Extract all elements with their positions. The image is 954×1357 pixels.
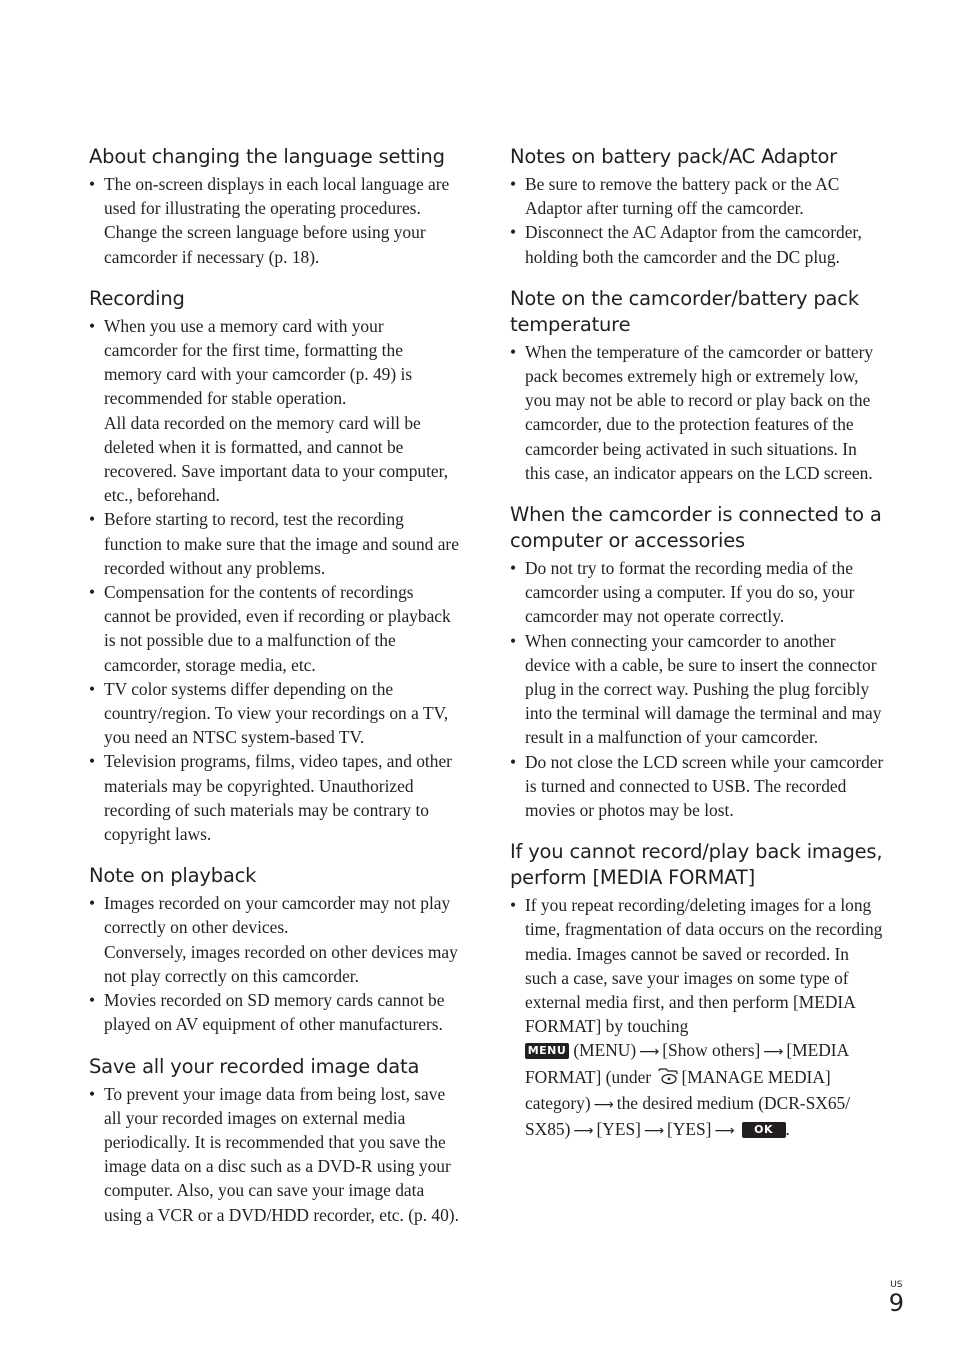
arrow-right-icon: ⟶: [639, 1044, 660, 1061]
section-connected: [510, 502, 884, 822]
list-item: • Movies recorded on SD memory cards cannot be played on AV equipment of other manufacturers.: [89, 988, 461, 1036]
paragraph: • When you use a memory card with your camcorder for the first time, formatting the memory card with your camcorder (p. 49) is recommended for stable operation.: [104, 315, 413, 409]
page-number: [889, 1280, 904, 1316]
list-item: • Disconnect the AC Adaptor from the camcorder, holding both the camcorder and the DC plug.: [510, 220, 884, 268]
list-item: [89, 314, 461, 508]
section-heading: Note on the camcorder/battery pack temperature: [510, 286, 859, 336]
manage-media-icon: [657, 1067, 679, 1091]
list-item: • Do not close the LCD screen while your camcorder is turned and connected to USB. The recorded movies or photos may be lost.: [510, 750, 884, 823]
section-heading: About changing the language setting: [89, 145, 445, 168]
desired-medium-label: the desired medium (DCR-SX65/ SX85): [525, 1092, 851, 1140]
bullet-list: [89, 172, 461, 269]
arrow-right-icon: ⟶: [593, 1096, 614, 1113]
paragraph: Conversely, images recorded on other devices may not play correctly on this camcorder.: [104, 941, 458, 986]
list-item: • Do not try to format the recording media of the camcorder using a computer. If you do so, your camcorder may not operate correctly.: [510, 556, 884, 629]
yes-label: [YES]: [596, 1119, 641, 1140]
bullet-list: [89, 1082, 461, 1227]
list-item: • Before starting to record, test the recording function to make sure that the image and sound are recorded without any problems.: [89, 507, 461, 580]
menu-button-icon: MENU: [525, 1043, 569, 1059]
section-heading: Save all your recorded image data: [89, 1054, 420, 1078]
section-temperature: [510, 286, 884, 485]
bullet-list: [510, 172, 884, 269]
ok-button-icon: OK: [742, 1122, 786, 1138]
instruction-text: If you repeat recording/deleting images for a long time, fragmentation of data occurs on the recording media. Images cannot be saved or recorded. In such a case, save your images on some type of external media first, and then perform [MEDIA FORMAT] by touching: [525, 895, 883, 1037]
list-item: [510, 893, 884, 1143]
section-language: [89, 144, 461, 269]
page-number-value: 9: [888, 1289, 904, 1317]
section-heading: Note on playback: [89, 864, 257, 888]
yes-label: [YES]: [667, 1119, 712, 1140]
section-recording: [89, 286, 461, 846]
bullet-list: [89, 314, 461, 846]
list-item: • Television programs, films, video tapes, and other materials may be copyrighted. Unauthorized recording of such materials may be contrary to copyright laws.: [89, 749, 461, 846]
arrow-right-icon: ⟶: [763, 1044, 784, 1061]
section-heading: Recording: [89, 286, 185, 310]
sentence-period: .: [785, 1119, 790, 1140]
list-item: • When connecting your camcorder to another device with a cable, be sure to insert the connector plug in the correct way. Pushing the plug forcibly into the terminal will damage the terminal and may result in a malfunction of your camcorder.: [510, 629, 884, 750]
bullet-list: [510, 893, 884, 1143]
arrow-right-icon: ⟶: [573, 1123, 594, 1140]
bullet-list: [510, 556, 884, 822]
list-item: • The on-screen displays in each local language are used for illustrating the operating procedures. Change the screen language before using your camcorder if necessary (p. 18).: [89, 172, 461, 269]
media-format-label: [MEDIA FORMAT] (under: [525, 1040, 849, 1087]
region-code: US: [890, 1280, 903, 1290]
arrow-right-icon: ⟶: [714, 1123, 735, 1140]
list-item: • TV color systems differ depending on the country/region. To view your recordings on a TV, you need an NTSC system-based TV.: [89, 677, 461, 750]
manage-media-label: [MANAGE MEDIA] category): [525, 1066, 831, 1113]
section-media-format: [510, 839, 884, 1143]
section-playback: [89, 863, 461, 1036]
list-item: • Compensation for the contents of recordings cannot be provided, even if recording or playback is not possible due to a malfunction of the camcorder, storage media, etc.: [89, 580, 461, 677]
show-others-label: [Show others]: [662, 1040, 761, 1061]
paragraph: All data recorded on the memory card will be deleted when it is formatted, and cannot be recovered. Save important data to your computer, etc., beforehand.: [104, 412, 449, 506]
left-column: [89, 144, 461, 1244]
section-heading: If you cannot record/play back images, perform [MEDIA FORMAT]: [510, 840, 883, 890]
menu-label: (MENU): [573, 1040, 637, 1061]
section-battery: [510, 144, 884, 269]
section-save: [89, 1054, 461, 1227]
bullet-list: [510, 340, 884, 485]
bullet-list: [89, 891, 461, 1036]
section-heading: When the camcorder is connected to a computer or accessories: [510, 503, 882, 553]
list-item: [89, 891, 461, 988]
list-item: • Be sure to remove the battery pack or the AC Adaptor after turning off the camcorder.: [510, 172, 884, 220]
right-column: [510, 144, 884, 1160]
arrow-right-icon: ⟶: [643, 1123, 665, 1140]
list-item: • When the temperature of the camcorder or battery pack becomes extremely high or extremely low, you may not be able to record or play back on the camcorder, due to the protection features of the camcorder being activated in such situations. In this case, an indicator appears on the LCD screen.: [510, 340, 884, 485]
section-heading: Notes on battery pack/AC Adaptor: [510, 145, 837, 168]
paragraph: • Images recorded on your camcorder may not play correctly on other devices.: [104, 893, 451, 938]
list-item: • To prevent your image data from being lost, save all your recorded images on external media periodically. It is recommended that you save the image data on a disc such as a DVD-R using your computer. Also, you can save your image data using a VCR or a DVD/HDD recorder, etc. (p. 40).: [89, 1082, 461, 1227]
